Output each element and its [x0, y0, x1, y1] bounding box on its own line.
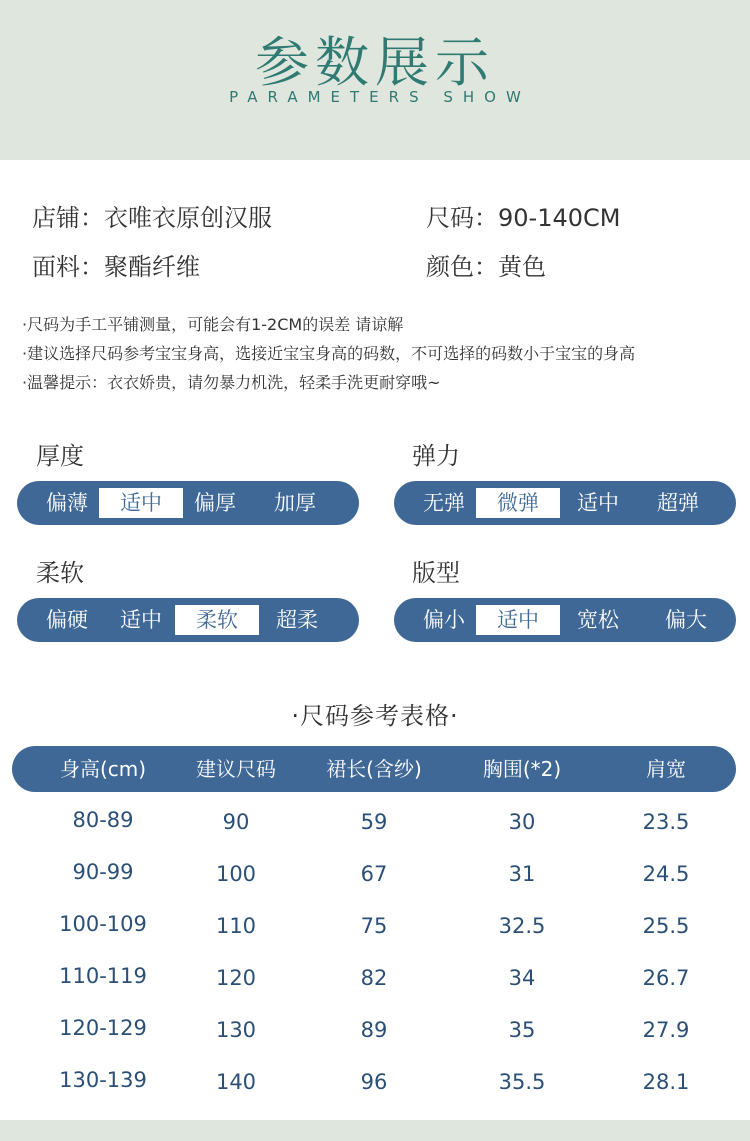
attr-option: 宽松	[577, 608, 619, 632]
attr-option: 偏硬	[46, 608, 88, 632]
table-cell: 30	[508, 810, 536, 834]
table-row	[0, 848, 750, 900]
shop-info: 店铺：衣唯衣原创汉服	[32, 204, 272, 232]
table-cell: 110	[215, 914, 257, 938]
table-cell: 67	[360, 862, 388, 886]
table-cell: 120	[215, 966, 257, 990]
table-cell: 80-89	[72, 808, 134, 832]
table-cell: 110-119	[59, 964, 147, 988]
table-cell: 130	[215, 1018, 257, 1042]
attr-label-softness: 柔软	[36, 559, 84, 587]
table-cell: 130-139	[59, 1068, 147, 1092]
table-cell: 24.5	[642, 862, 690, 886]
header-banner	[0, 0, 750, 160]
attr-option: 偏厚	[194, 491, 236, 515]
table-header-cell: 建议尺码	[196, 757, 276, 781]
size-table-title: ·尺码参考表格·	[291, 702, 459, 730]
table-header-cell: 身高(cm)	[59, 757, 147, 781]
table-cell: 59	[360, 810, 388, 834]
attr-option: 超柔	[276, 608, 318, 632]
page-title: 参数展示	[255, 31, 495, 94]
table-cell: 82	[360, 966, 388, 990]
notes-list	[22, 310, 742, 397]
table-cell: 28.1	[642, 1070, 690, 1094]
color-info: 颜色：黄色	[426, 253, 546, 281]
table-header-cell: 胸围(*2)	[482, 757, 562, 781]
table-cell: 89	[360, 1018, 388, 1042]
note-item: ·尺码为手工平铺测量，可能会有1-2CM的误差 请谅解	[22, 315, 404, 334]
table-cell: 31	[508, 862, 536, 886]
table-cell: 100-109	[59, 912, 147, 936]
table-cell: 90-99	[72, 860, 134, 884]
table-cell: 100	[215, 862, 257, 886]
attr-option: 无弹	[423, 491, 465, 515]
attr-option: 微弹	[476, 488, 560, 518]
size-table-header	[12, 746, 736, 792]
table-header-cell: 裙长(含纱)	[326, 757, 422, 781]
page-subtitle: PARAMETERS SHOW	[229, 88, 531, 106]
table-cell: 90	[222, 810, 250, 834]
table-row	[0, 1056, 750, 1108]
attr-label-fit: 版型	[412, 559, 460, 587]
table-cell: 26.7	[642, 966, 690, 990]
size-info: 尺码：90-140CM	[426, 204, 621, 232]
footer-bar	[0, 1120, 750, 1141]
attr-option: 适中	[476, 605, 560, 635]
attr-scale-softness	[17, 598, 359, 642]
attr-option: 适中	[99, 488, 183, 518]
table-cell: 96	[360, 1070, 388, 1094]
attr-option: 适中	[577, 491, 619, 515]
table-cell: 140	[215, 1070, 257, 1094]
table-row	[0, 952, 750, 1004]
note-item: ·建议选择尺码参考宝宝身高，选接近宝宝身高的码数，不可选择的码数小于宝宝的身高	[22, 344, 636, 363]
note-item: ·温馨提示：衣衣娇贵，请勿暴力机洗，轻柔手洗更耐穿哦~	[22, 373, 441, 392]
table-cell: 35	[508, 1018, 536, 1042]
table-row	[0, 900, 750, 952]
attr-scale-elasticity	[394, 481, 736, 525]
table-cell: 32.5	[498, 914, 546, 938]
table-cell: 120-129	[59, 1016, 147, 1040]
table-cell: 23.5	[642, 810, 690, 834]
attr-option: 偏薄	[46, 491, 88, 515]
attr-option: 偏大	[665, 608, 707, 632]
table-cell: 35.5	[498, 1070, 546, 1094]
table-cell: 34	[508, 966, 536, 990]
attr-option: 适中	[120, 608, 162, 632]
table-row	[0, 796, 750, 848]
table-cell: 75	[360, 914, 388, 938]
attr-option: 加厚	[274, 491, 316, 515]
attr-option: 偏小	[423, 608, 465, 632]
table-header-cell: 肩宽	[646, 757, 686, 781]
table-cell: 27.9	[642, 1018, 690, 1042]
attr-label-elasticity: 弹力	[412, 442, 460, 470]
attr-label-thickness: 厚度	[36, 442, 84, 470]
attr-scale-fit	[394, 598, 736, 642]
attr-scale-thickness	[17, 481, 359, 525]
fabric-info: 面料：聚酯纤维	[32, 253, 200, 281]
attr-option: 超弹	[657, 491, 699, 515]
table-cell: 25.5	[642, 914, 690, 938]
table-row	[0, 1004, 750, 1056]
attr-option: 柔软	[175, 605, 259, 635]
